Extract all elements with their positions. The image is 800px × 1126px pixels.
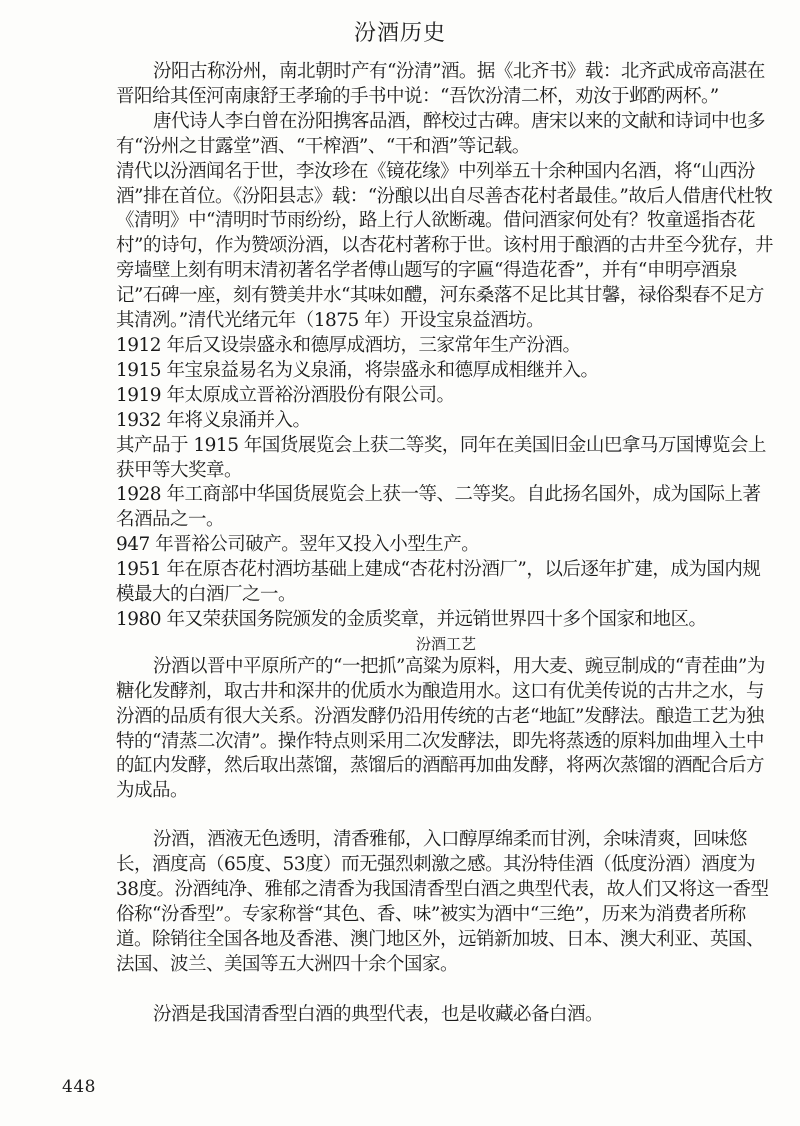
spacer bbox=[116, 978, 776, 1003]
page-title: 汾酒历史 bbox=[353, 21, 446, 46]
paragraph-conclusion: 汾酒是我国清香型白酒的典型代表，也是收藏必备白酒。 bbox=[153, 1003, 604, 1025]
article-body bbox=[116, 60, 776, 1028]
paragraph-1980: 1980 年又荣获国务院颁发的金质奖章，并远销世界四十多个国家和地区。 bbox=[116, 608, 707, 630]
paragraph-tang-song: 唐代诗人李白曾在汾阳携客品酒，醉校过古碑。唐宋以来的文献和诗词中也多有“汾州之甘露堂”酒、“干榨酒”、“干和酒”等记载。 bbox=[116, 110, 766, 157]
section-title-craft: 汾酒工艺 bbox=[415, 634, 476, 653]
spacer bbox=[116, 804, 776, 828]
paragraph-1951: 1951 年在原杏花村酒坊基础上建成“杏花村汾酒厂”，以后逐年扩建，成为国内规模最大的白酒厂之一。 bbox=[116, 559, 761, 606]
paragraph-1915: 1915 年宝泉益易名为义泉涌，将崇盛永和德厚成相继并入。 bbox=[116, 359, 599, 381]
paragraph-1912: 1912 年后又设崇盛永和德厚成酒坊，三家常年生产汾酒。 bbox=[116, 334, 581, 356]
paragraph-qing-dynasty: 清代以汾酒闻名于世，李汝珍在《镜花缘》中列举五十余种国内名酒，将“山西汾酒”排在首位。《汾阳县志》载：“汾酿以出自尽善杏花村者最佳。”故后人借唐代杜牧《清明》中“清明时节雨纷纷，路上行人欲断魂。借问酒家何处有？牧童遥指杏花村”的诗句，作为赞颂汾酒，以杏花村著称于世。该村用于酿酒的古井至今犹存，井旁墙壁上刻有明末清初著名学者傅山题写的字匾“得造花香”，并有“申明亭酒泉记”石碑一座，刻有赞美井水“其味如醴，河东桑落不足比其甘馨，禄俗梨春不足方其清冽。”清代光绪元年（1875 年）开设宝泉益酒坊。 bbox=[116, 160, 773, 332]
paragraph-1932: 1932 年将义泉涌并入。 bbox=[116, 409, 311, 431]
page-number: 448 bbox=[62, 1077, 96, 1097]
paragraph-1919: 1919 年太原成立晋裕汾酒股份有限公司。 bbox=[116, 384, 455, 406]
paragraph-awards-1915: 其产品于 1915 年国货展览会上获二等奖，同年在美国旧金山巴拿马万国博览会上获甲等大奖章。 bbox=[116, 434, 766, 481]
paragraph-craft: 汾酒以晋中平原所产的“一把抓”高粱为原料，用大麦、豌豆制成的“青茬曲”为糖化发酵剂，取古井和深井的优质水为酿造用水。这口有优美传说的古井之水，与汾酒的品质有很大关系。汾酒发酵仍沿用传统的古老“地缸”发酵法。酿造工艺为独特的“清蒸二次清”。操作特点则采用二次发酵法，即先将蒸透的原料加曲埋入土中的缸内发酵，然后取出蒸馏，蒸馏后的酒醅再加曲发酵，将两次蒸馏的酒配合后方为成品。 bbox=[116, 655, 765, 802]
paragraph-947: 947 年晋裕公司破产。翌年又投入小型生产。 bbox=[116, 534, 480, 556]
paragraph-features: 汾酒，酒液无色透明，清香雅郁，入口醇厚绵柔而甘洌，余味清爽，回味悠长，酒度高（65度、53度）而无强烈刺激之感。其汾特佳酒（低度汾酒）酒度为38度。汾酒纯净、雅郁之清香为我国清香型白酒之典型代表，故人们又将这一香型俗称“汾香型”。专家称誉“其色、香、味”被实为酒中“三绝”，历来为消费者所称道。除销往全国各地及香港、澳门地区外，远销新加坡、日本、澳大利亚、英国、法国、波兰、美国等五大洲四十余个国家。 bbox=[116, 829, 769, 975]
paragraph-origin: 汾阳古称汾州，南北朝时产有“汾清”酒。据《北齐书》载：北齐武成帝高湛在晋阳给其侄河南康舒王孝瑜的手书中说：“吾饮汾清二杯，劝汝于邺酌两杯。” bbox=[116, 61, 765, 107]
paragraph-1928: 1928 年工商部中华国货展览会上获一等、二等奖。自此扬名国外，成为国际上著名酒品之一。 bbox=[116, 484, 761, 531]
